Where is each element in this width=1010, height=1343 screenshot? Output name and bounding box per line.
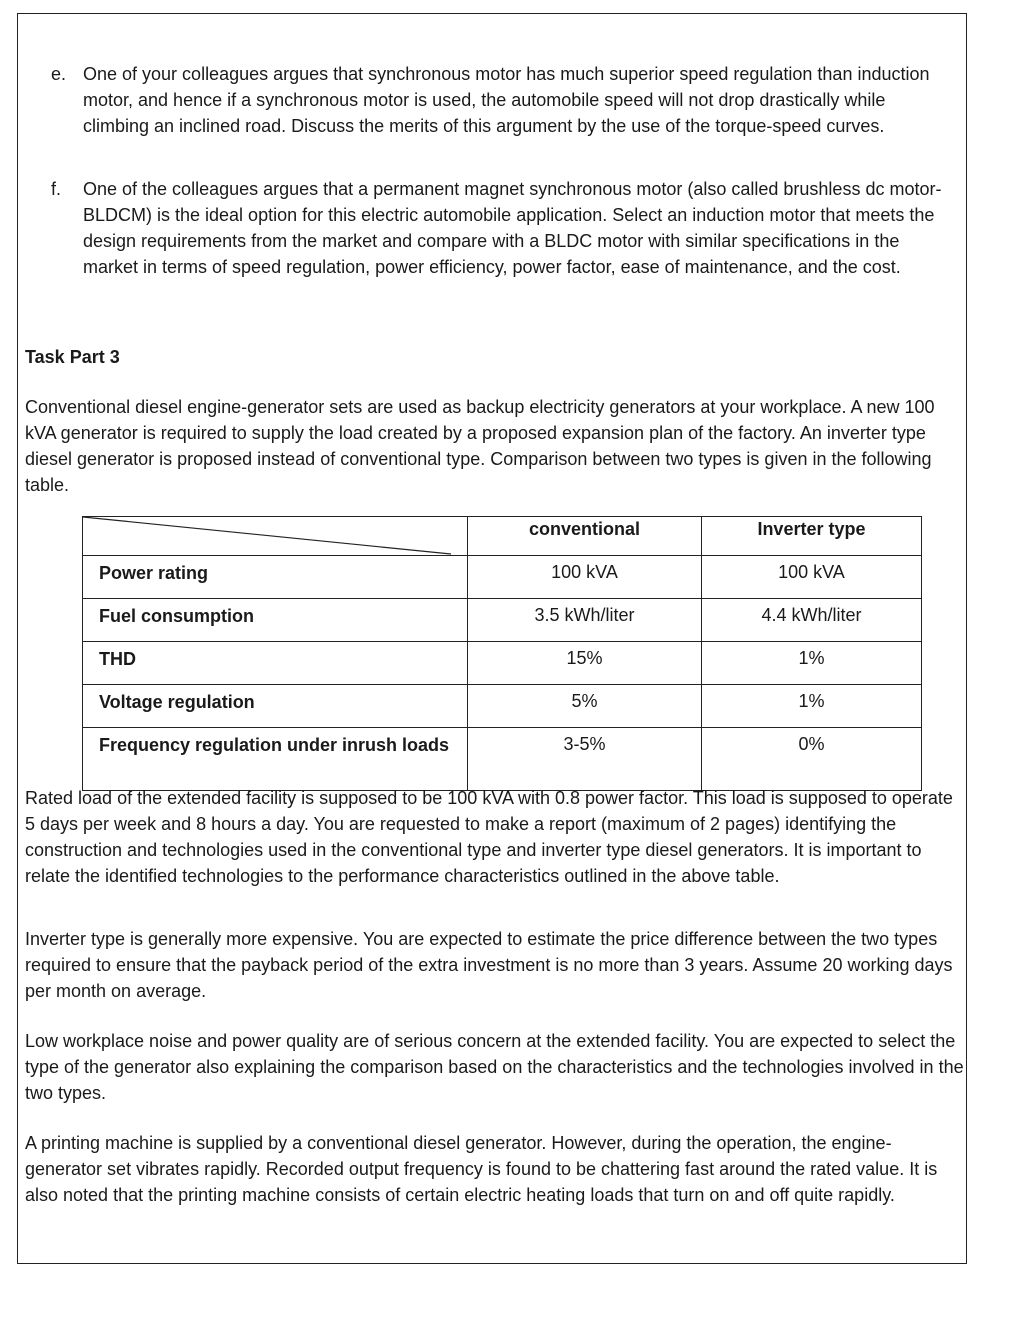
cell-conventional: 100 kVA — [468, 556, 702, 599]
column-header-conventional: conventional — [468, 517, 702, 556]
body-paragraph: Low workplace noise and power quality are of serious concern at the extended facility. You are expected to select the type of the generator also explaining the comparison based on the characteristics and the technologies involved in the two types. — [25, 1031, 964, 1103]
cell-inverter: 1% — [701, 685, 921, 728]
row-label: THD — [83, 642, 468, 685]
table-row — [83, 728, 922, 791]
section-heading: Task Part 3 — [25, 347, 120, 367]
body-paragraph: A printing machine is supplied by a conventional diesel generator. However, during the operation, the engine-generator set vibrates rapidly. Recorded output frequency is found to be chattering fast around the rated value. It is also noted that the printing machine consists of certain electric heating loads that turn on and off quite rapidly. — [25, 1133, 938, 1205]
cell-inverter: 100 kVA — [701, 556, 921, 599]
cell-conventional: 3-5% — [468, 728, 702, 791]
row-label: Frequency regulation under inrush loads — [83, 728, 468, 791]
diagonal-corner-cell — [83, 517, 468, 556]
list-marker: f. — [51, 179, 62, 199]
table-row — [83, 685, 922, 728]
body-paragraph: Inverter type is generally more expensive. You are expected to estimate the price difference between the two types required to ensure that the payback period of the extra investment is no more than 3 years. Assume 20 working days per month on average. — [25, 929, 953, 1001]
table-row — [83, 599, 922, 642]
cell-conventional: 15% — [468, 642, 702, 685]
cell-conventional: 3.5 kWh/liter — [468, 599, 702, 642]
cell-inverter: 4.4 kWh/liter — [701, 599, 921, 642]
list-item-text: One of your colleagues argues that synchronous motor has much superior speed regulation than induction motor, and hence if a synchronous motor is used, the automobile speed will not drop drastically while climbing an inclined road. Discuss the merits of this argument by the use of the torque-speed curves. — [83, 64, 930, 136]
cell-conventional: 5% — [468, 685, 702, 728]
cell-inverter: 1% — [701, 642, 921, 685]
list-item-text: One of the colleagues argues that a permanent magnet synchronous motor (also called brushless dc motor-BLDCM) is the ideal option for this electric automobile application. Select an induction motor that meets the design requirements from the market and compare with a BLDC motor with similar specifications in the market in terms of speed regulation, power efficiency, power factor, ease of maintenance, and the cost. — [83, 179, 942, 277]
comparison-table — [82, 516, 922, 791]
table-row — [83, 556, 922, 599]
cell-inverter: 0% — [701, 728, 921, 791]
intro-paragraph: Conventional diesel engine-generator sets are used as backup electricity generators at your workplace. A new 100 kVA generator is required to supply the load created by a proposed expansion plan of the factory. An inverter type diesel generator is proposed instead of conventional type. Comparison between two types is given in the following table. — [25, 397, 935, 495]
column-header-inverter: Inverter type — [701, 517, 921, 556]
diagonal-line — [83, 517, 451, 555]
table-header-row — [83, 517, 922, 556]
row-label: Voltage regulation — [83, 685, 468, 728]
body-paragraph: Rated load of the extended facility is supposed to be 100 kVA with 0.8 power factor. This load is supposed to operate 5 days per week and 8 hours a day. You are requested to make a report (maximum of 2 pages) identifying the construction and technologies used in the conventional type and inverter type diesel generators. It is important to relate the identified technologies to the performance characteristics outlined in the above table. — [25, 788, 953, 886]
table-row — [83, 642, 922, 685]
row-label: Power rating — [83, 556, 468, 599]
row-label: Fuel consumption — [83, 599, 468, 642]
list-marker: e. — [51, 64, 67, 84]
